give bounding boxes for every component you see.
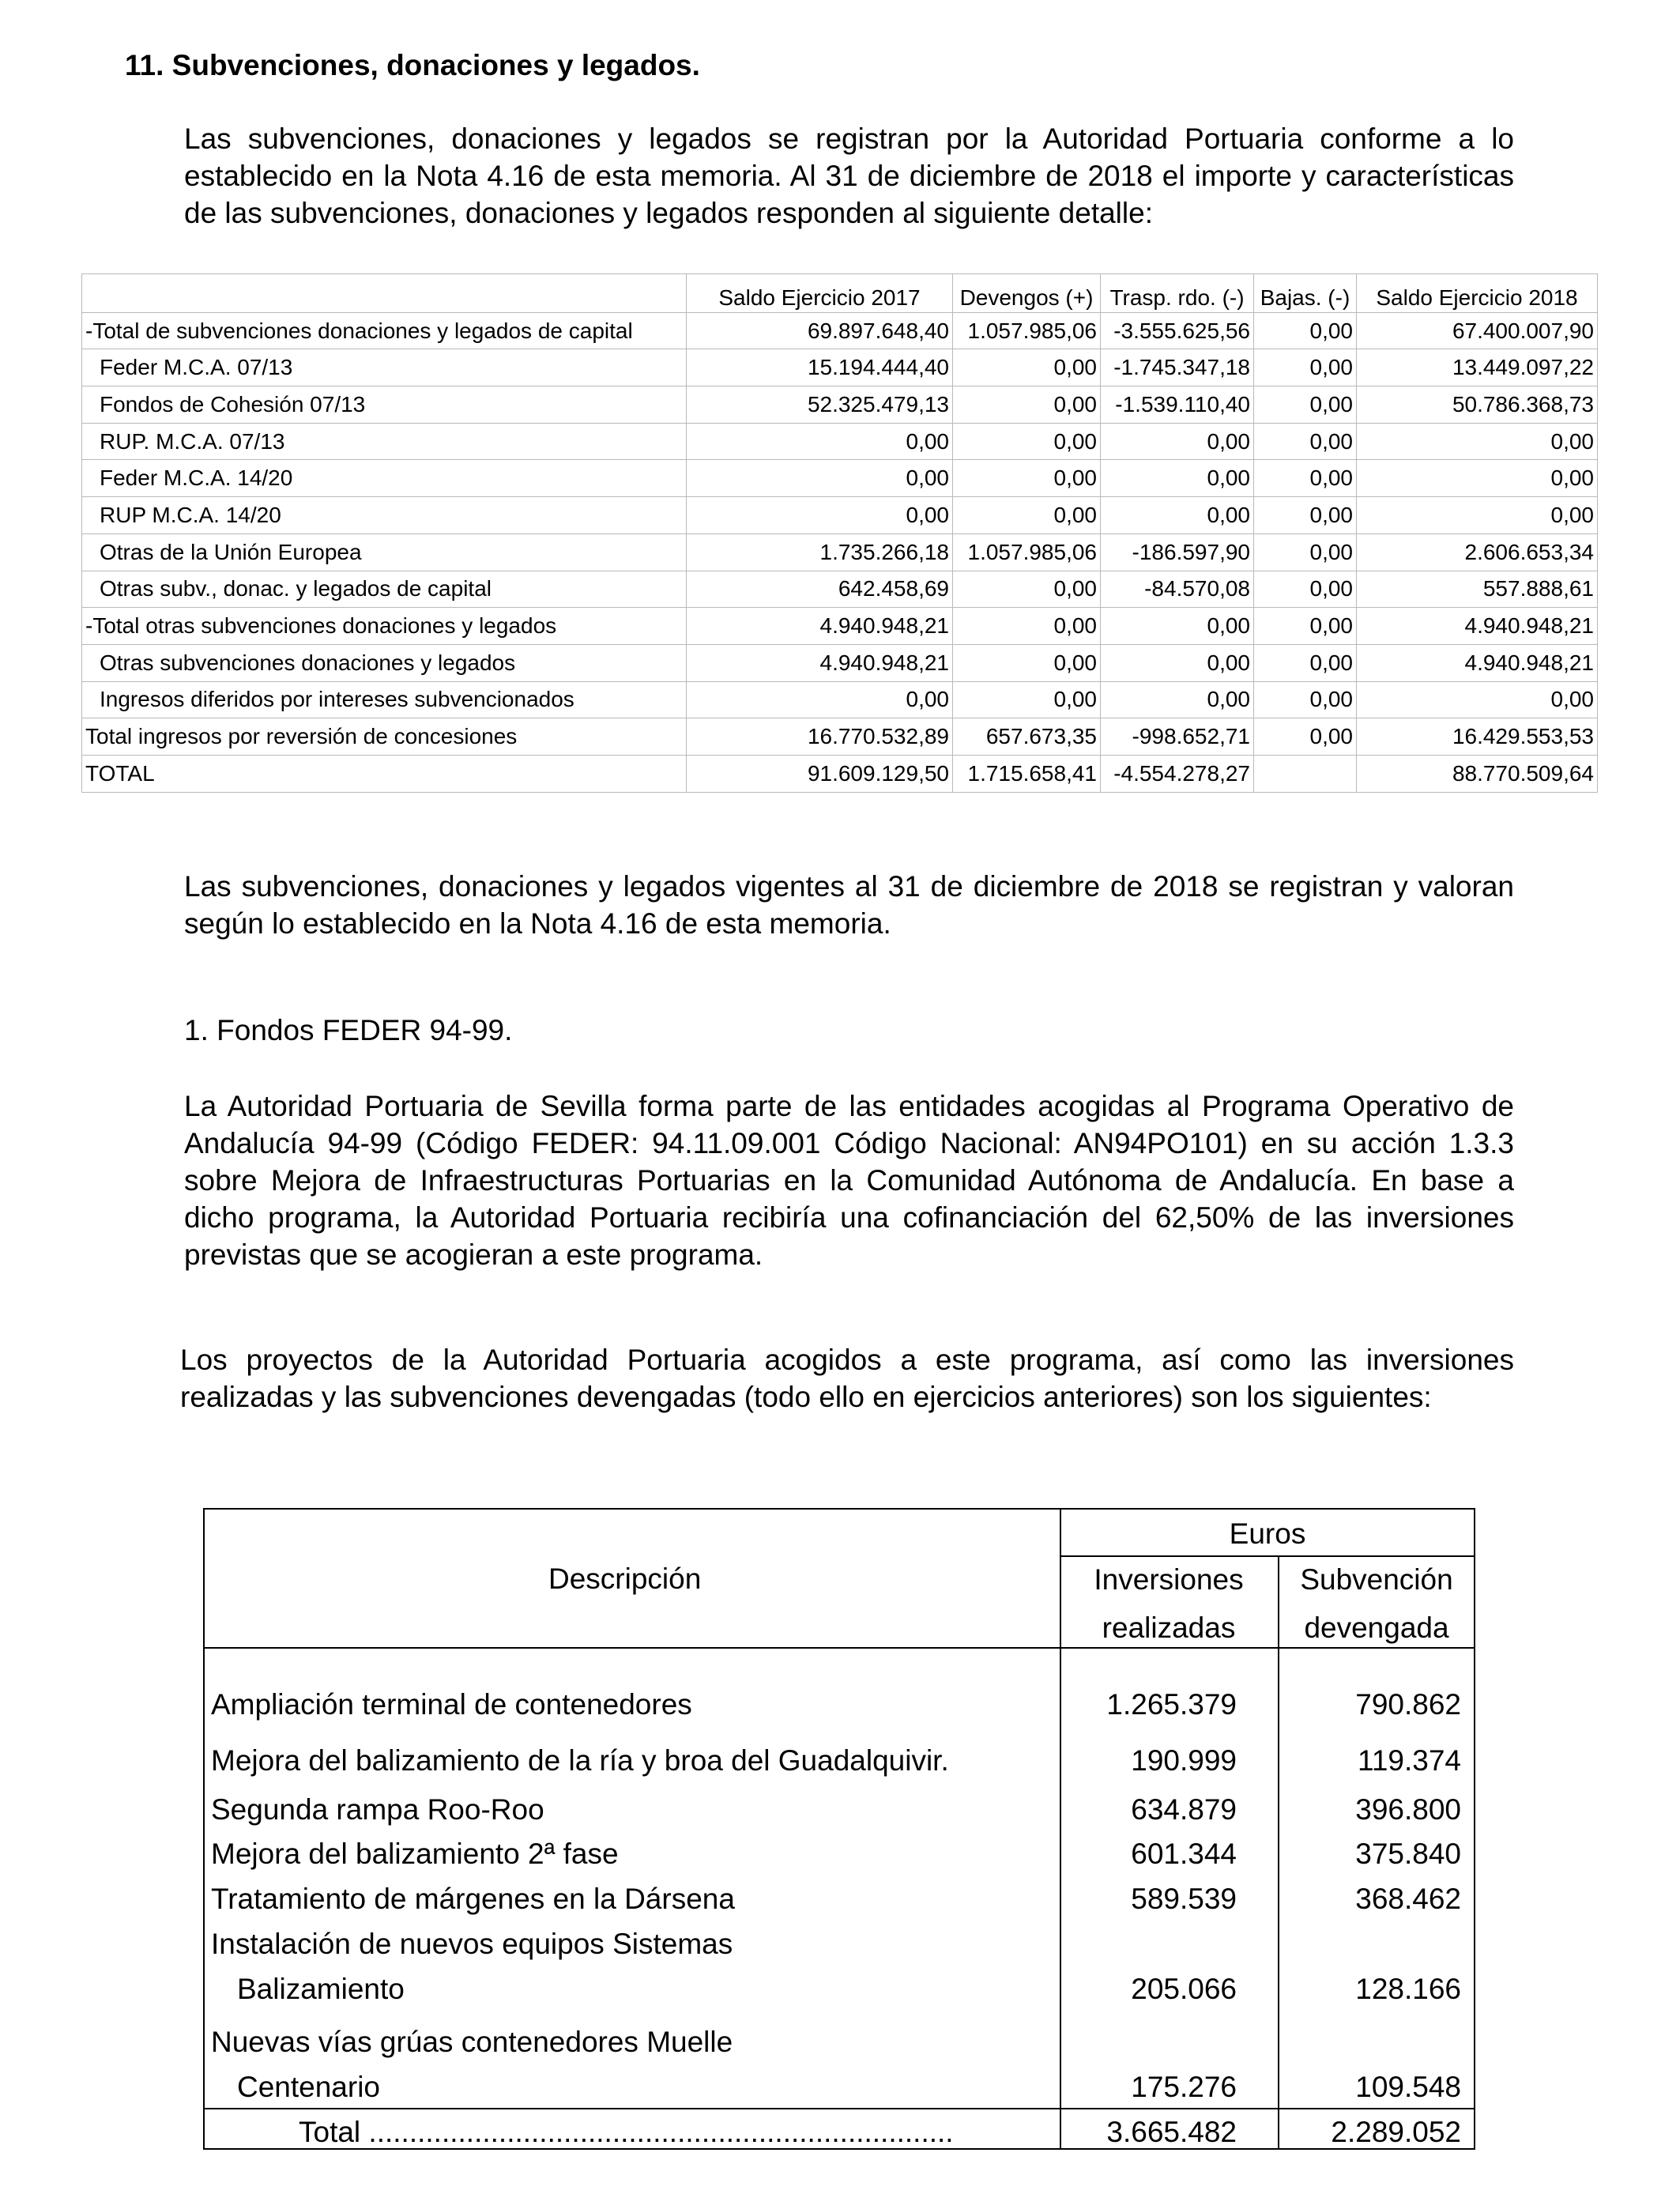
table-cell: 0,00 — [953, 497, 1101, 534]
subsidy-value: 396.800 — [1355, 1793, 1461, 1826]
table-row — [82, 349, 1598, 386]
table-cell: 0,00 — [953, 423, 1101, 460]
investment-value: 205.066 — [1131, 1973, 1237, 2005]
project-description: Ampliación terminal de contenedores — [211, 1688, 692, 1721]
table-row — [82, 423, 1598, 460]
table-cell: 0,00 — [1101, 608, 1254, 645]
subsidy-value: 128.166 — [1355, 1973, 1461, 2005]
table-cell: 4.940.948,21 — [1357, 644, 1598, 681]
row-label: Otras subv., donac. y legados de capital — [82, 571, 687, 608]
table-cell: 16.429.553,53 — [1357, 718, 1598, 756]
table-row — [82, 571, 1598, 608]
table-cell: 0,00 — [1254, 349, 1357, 386]
project-description-cont: Balizamiento — [237, 1973, 405, 2005]
table-cell: 557.888,61 — [1357, 571, 1598, 608]
row-label: Feder M.C.A. 14/20 — [82, 460, 687, 497]
column-header: Bajas. (-) — [1254, 274, 1357, 313]
table-cell: -1.539.110,40 — [1101, 386, 1254, 424]
table-cell: 0,00 — [1254, 460, 1357, 497]
table-cell: 50.786.368,73 — [1357, 386, 1598, 424]
table-cell: 0,00 — [1357, 497, 1598, 534]
investment-value: 190.999 — [1131, 1744, 1237, 1777]
table-cell: -4.554.278,27 — [1101, 755, 1254, 792]
investment-value: 634.879 — [1131, 1793, 1237, 1826]
investment-value: 589.539 — [1131, 1883, 1237, 1915]
table-cell: 4.940.948,21 — [1357, 608, 1598, 645]
row-label: RUP M.C.A. 14/20 — [82, 497, 687, 534]
table-row — [82, 755, 1598, 792]
table-cell: 0,00 — [1254, 644, 1357, 681]
table-cell: 0,00 — [1254, 571, 1357, 608]
column-header: Devengos (+) — [953, 274, 1101, 313]
table-cell: 2.606.653,34 — [1357, 533, 1598, 571]
table-cell: 0,00 — [1254, 423, 1357, 460]
investment-value: 601.344 — [1131, 1838, 1237, 1870]
table-row — [82, 386, 1598, 424]
euros-header: Euros — [1229, 1517, 1306, 1550]
col-subsidy-header: Subvención — [1300, 1563, 1453, 1596]
column-header: Saldo Ejercicio 2018 — [1357, 274, 1598, 313]
table-cell: 91.609.129,50 — [687, 755, 953, 792]
subsidies-table — [81, 273, 1598, 793]
subsidy-value: 368.462 — [1355, 1883, 1461, 1915]
subsidy-value: 790.862 — [1355, 1688, 1461, 1721]
table-cell: 1.715.658,41 — [953, 755, 1101, 792]
table-cell: -3.555.625,56 — [1101, 312, 1254, 349]
col-subsidy-header-2: devengada — [1304, 1612, 1449, 1644]
table-row — [82, 608, 1598, 645]
table-cell: 0,00 — [1254, 608, 1357, 645]
total-investments: 3.665.482 — [1106, 2116, 1237, 2148]
project-description: Nuevas vías grúas contenedores Muelle — [211, 2026, 733, 2058]
project-description: Instalación de nuevos equipos Sistemas — [211, 1928, 733, 1960]
table-row — [82, 312, 1598, 349]
table-cell: -1.745.347,18 — [1101, 349, 1254, 386]
table-cell: 15.194.444,40 — [687, 349, 953, 386]
table-cell: 0,00 — [953, 571, 1101, 608]
table-cell: -84.570,08 — [1101, 571, 1254, 608]
projects-paragraph: Los proyectos de la Autoridad Portuaria acogidos a este programa, así como las inversiones realizadas y las subvenciones devengadas (todo ello en ejercicios anteriores) son los siguientes: — [180, 1344, 1514, 1413]
table-cell: 0,00 — [953, 349, 1101, 386]
table-cell: 0,00 — [953, 608, 1101, 645]
total-label: Total ........................................................................ — [299, 2116, 954, 2148]
table-cell: 1.735.266,18 — [687, 533, 953, 571]
row-label: Feder M.C.A. 07/13 — [82, 349, 687, 386]
table-cell: 0,00 — [953, 460, 1101, 497]
table-row — [82, 460, 1598, 497]
table-row — [82, 533, 1598, 571]
table-cell: 657.673,35 — [953, 718, 1101, 756]
table-header-row — [82, 274, 1598, 313]
section-heading: 11. Subvenciones, donaciones y legados. — [125, 49, 700, 81]
project-description: Segunda rampa Roo-Roo — [211, 1793, 544, 1826]
row-label: Otras subvenciones donaciones y legados — [82, 644, 687, 681]
table-row — [82, 497, 1598, 534]
feder-paragraph: La Autoridad Portuaria de Sevilla forma parte de las entidades acogidas al Programa Operativo de Andalucía 94-99 (Código FEDER: 94.11.09.001 Código Nacional: AN94PO101) en su acción 1.3.3 sobre Mejora de Infraestructuras Portuarias en la Comunidad Autónoma de Andalucía. En base a dicho programa, la Autoridad Portuaria recibiría una cofinanciación del 62,50% de las inversiones previstas que se acogieran a este programa. — [184, 1090, 1514, 1271]
project-description-cont: Centenario — [237, 2071, 381, 2103]
table-cell: 0,00 — [1101, 460, 1254, 497]
table-cell: 0,00 — [1101, 644, 1254, 681]
investment-value: 175.276 — [1131, 2071, 1237, 2103]
row-label: Fondos de Cohesión 07/13 — [82, 386, 687, 424]
column-header — [82, 274, 687, 313]
project-description: Tratamiento de márgenes en la Dársena — [211, 1883, 735, 1915]
table-cell: 13.449.097,22 — [1357, 349, 1598, 386]
col-investments-header-2: realizadas — [1102, 1612, 1236, 1644]
investment-value: 1.265.379 — [1106, 1688, 1237, 1721]
table-cell: 0,00 — [687, 681, 953, 718]
table-cell: 0,00 — [953, 386, 1101, 424]
col-description-header: Descripción — [548, 1563, 702, 1595]
table-cell: 69.897.648,40 — [687, 312, 953, 349]
total-subsidy: 2.289.052 — [1331, 2116, 1461, 2148]
table-cell: 1.057.985,06 — [953, 312, 1101, 349]
project-description: Mejora del balizamiento 2ª fase — [211, 1838, 619, 1870]
table-row — [82, 644, 1598, 681]
subsection-heading: 1. Fondos FEDER 94-99. — [184, 1014, 513, 1046]
table-cell: 88.770.509,64 — [1357, 755, 1598, 792]
subsidy-value: 119.374 — [1358, 1744, 1461, 1777]
table-cell: 0,00 — [1357, 460, 1598, 497]
table-cell: 0,00 — [1101, 497, 1254, 534]
row-label: RUP. M.C.A. 07/13 — [82, 423, 687, 460]
subsidy-value: 109.548 — [1355, 2071, 1461, 2103]
intro-paragraph: Las subvenciones, donaciones y legados se registran por la Autoridad Portuaria conforme a lo establecido en la Nota 4.16 de esta memoria. Al 31 de diciembre de 2018 el importe y características de las subvenciones, donaciones y legados responden al siguiente detalle: — [184, 123, 1514, 229]
column-header: Saldo Ejercicio 2017 — [687, 274, 953, 313]
table-cell: 0,00 — [953, 644, 1101, 681]
subsidy-value: 375.840 — [1355, 1838, 1461, 1870]
table-cell: -186.597,90 — [1101, 533, 1254, 571]
table-cell: 16.770.532,89 — [687, 718, 953, 756]
table-row — [82, 681, 1598, 718]
table-cell: 4.940.948,21 — [687, 644, 953, 681]
row-label: TOTAL — [82, 755, 687, 792]
table-cell: -998.652,71 — [1101, 718, 1254, 756]
table-cell: 0,00 — [687, 460, 953, 497]
col-investments-header: Inversiones — [1094, 1563, 1244, 1596]
table-cell: 0,00 — [1101, 681, 1254, 718]
table-cell: 1.057.985,06 — [953, 533, 1101, 571]
table-cell: 0,00 — [1254, 533, 1357, 571]
table-cell: 0,00 — [1357, 681, 1598, 718]
column-header: Trasp. rdo. (-) — [1101, 274, 1254, 313]
row-label: -Total otras subvenciones donaciones y legados — [82, 608, 687, 645]
row-label: Ingresos diferidos por intereses subvencionados — [82, 681, 687, 718]
table-cell: 0,00 — [1254, 312, 1357, 349]
table-cell: 52.325.479,13 — [687, 386, 953, 424]
table-cell: 0,00 — [687, 497, 953, 534]
table-row — [82, 718, 1598, 756]
table-cell: 4.940.948,21 — [687, 608, 953, 645]
table-cell — [1254, 755, 1357, 792]
row-label: Total ingresos por reversión de concesiones — [82, 718, 687, 756]
table-cell: 0,00 — [1254, 718, 1357, 756]
validity-paragraph: Las subvenciones, donaciones y legados vigentes al 31 de diciembre de 2018 se registran y valoran según lo establecido en la Nota 4.16 de esta memoria. — [184, 870, 1514, 940]
table-cell: 642.458,69 — [687, 571, 953, 608]
table-cell: 0,00 — [1254, 386, 1357, 424]
project-description: Mejora del balizamiento de la ría y broa del Guadalquivir. — [211, 1744, 949, 1777]
row-label: -Total de subvenciones donaciones y legados de capital — [82, 312, 687, 349]
table-cell: 0,00 — [1357, 423, 1598, 460]
table-cell: 0,00 — [1254, 497, 1357, 534]
table-cell: 0,00 — [1254, 681, 1357, 718]
table-cell: 0,00 — [687, 423, 953, 460]
table-cell: 0,00 — [1101, 423, 1254, 460]
row-label: Otras de la Unión Europea — [82, 533, 687, 571]
table-cell: 0,00 — [953, 681, 1101, 718]
table-cell: 67.400.007,90 — [1357, 312, 1598, 349]
